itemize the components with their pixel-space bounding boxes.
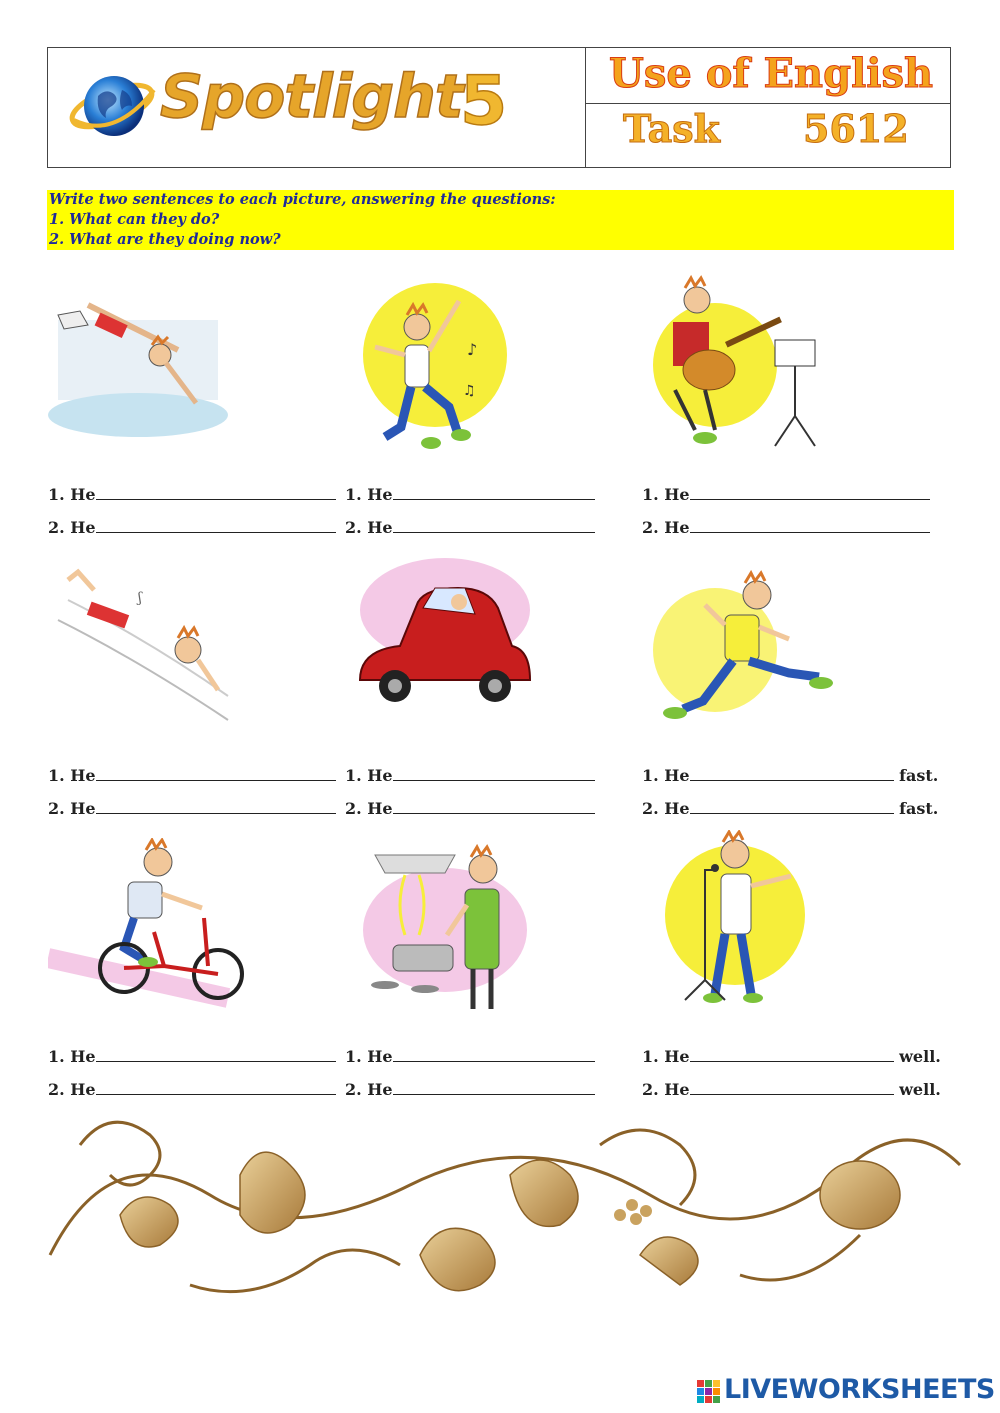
answer-prefix: 1. He bbox=[48, 766, 96, 785]
instructions-box bbox=[47, 190, 954, 250]
answer-blank[interactable] bbox=[690, 798, 894, 814]
answer-line[interactable] bbox=[345, 1046, 595, 1066]
answer-blank[interactable] bbox=[393, 484, 595, 500]
answer-line[interactable] bbox=[642, 1079, 941, 1099]
answer-line[interactable] bbox=[48, 484, 336, 504]
answer-blank[interactable] bbox=[393, 517, 595, 533]
header-divider-horizontal bbox=[585, 103, 951, 104]
cycling-illustration bbox=[48, 838, 248, 1028]
swimming-illustration bbox=[48, 560, 248, 750]
instructions-question-2: 2. What are they doing now? bbox=[49, 231, 281, 248]
answer-line[interactable] bbox=[48, 1079, 336, 1099]
answer-blank[interactable] bbox=[96, 484, 336, 500]
worksheet-header bbox=[47, 47, 951, 168]
answer-blank[interactable] bbox=[393, 1046, 595, 1062]
answer-prefix: 2. He bbox=[345, 518, 393, 537]
answer-suffix: well. bbox=[899, 1047, 941, 1066]
answer-prefix: 1. He bbox=[642, 766, 690, 785]
cooking-illustration bbox=[345, 835, 545, 1025]
answer-blank[interactable] bbox=[690, 1046, 894, 1062]
answer-prefix: 1. He bbox=[642, 485, 690, 504]
answer-suffix: fast. bbox=[899, 799, 939, 818]
answer-prefix: 2. He bbox=[642, 518, 690, 537]
singing-illustration bbox=[645, 830, 845, 1020]
answer-blank[interactable] bbox=[393, 1079, 595, 1095]
globe-icon bbox=[68, 66, 156, 146]
answer-blank[interactable] bbox=[690, 484, 930, 500]
answer-blank[interactable] bbox=[96, 1079, 336, 1095]
answer-line[interactable] bbox=[345, 1079, 595, 1099]
footer-brand[interactable]: LIVEWORKSHEETS bbox=[724, 1374, 995, 1405]
answer-blank[interactable] bbox=[690, 765, 894, 781]
diving-illustration bbox=[48, 275, 248, 465]
worksheet-title: Use of English bbox=[608, 50, 934, 97]
liveworksheets-logo-icon bbox=[697, 1380, 721, 1404]
guitar-illustration bbox=[645, 270, 845, 460]
brand-logo-number: 5 bbox=[460, 62, 508, 141]
answer-blank[interactable] bbox=[96, 1046, 336, 1062]
answer-prefix: 2. He bbox=[48, 799, 96, 818]
answer-line[interactable] bbox=[48, 1046, 336, 1066]
answer-suffix: fast. bbox=[899, 766, 939, 785]
dancing-illustration bbox=[345, 275, 545, 465]
decorative-ornament bbox=[40, 1105, 970, 1315]
answer-prefix: 1. He bbox=[642, 1047, 690, 1066]
answer-prefix: 2. He bbox=[345, 1080, 393, 1099]
answer-prefix: 2. He bbox=[345, 799, 393, 818]
answer-line[interactable] bbox=[642, 1046, 941, 1066]
answer-prefix: 1. He bbox=[48, 1047, 96, 1066]
answer-blank[interactable] bbox=[690, 517, 930, 533]
answer-prefix: 1. He bbox=[48, 485, 96, 504]
answer-prefix: 1. He bbox=[345, 1047, 393, 1066]
answer-prefix: 2. He bbox=[642, 799, 690, 818]
header-divider-vertical bbox=[585, 48, 586, 167]
answer-line[interactable] bbox=[48, 765, 336, 785]
answer-blank[interactable] bbox=[690, 1079, 894, 1095]
instructions-question-1: 1. What can they do? bbox=[49, 211, 220, 228]
running-illustration bbox=[645, 565, 845, 755]
answer-suffix: well. bbox=[899, 1080, 941, 1099]
svg-text:♫: ♫ bbox=[463, 383, 476, 399]
answer-prefix: 1. He bbox=[345, 766, 393, 785]
answer-prefix: 2. He bbox=[642, 1080, 690, 1099]
instructions-line: Write two sentences to each picture, answering the questions: bbox=[49, 191, 556, 208]
svg-text:♪: ♪ bbox=[467, 340, 478, 359]
answer-line[interactable] bbox=[48, 798, 336, 818]
answer-blank[interactable] bbox=[393, 798, 595, 814]
brand-logo-text: Spotlight bbox=[160, 62, 463, 132]
answer-prefix: 1. He bbox=[345, 485, 393, 504]
answer-line[interactable] bbox=[642, 765, 938, 785]
answer-line[interactable] bbox=[345, 798, 595, 818]
task-label: Task bbox=[623, 106, 720, 151]
answer-line[interactable] bbox=[345, 517, 595, 537]
svg-text:ʃ: ʃ bbox=[138, 590, 142, 606]
answer-prefix: 2. He bbox=[48, 518, 96, 537]
answer-blank[interactable] bbox=[393, 765, 595, 781]
answer-line[interactable] bbox=[642, 517, 930, 537]
answer-line[interactable] bbox=[48, 517, 336, 537]
answer-prefix: 2. He bbox=[48, 1080, 96, 1099]
answer-blank[interactable] bbox=[96, 517, 336, 533]
answer-blank[interactable] bbox=[96, 765, 336, 781]
answer-line[interactable] bbox=[642, 484, 930, 504]
driving-illustration bbox=[345, 550, 545, 740]
answer-line[interactable] bbox=[642, 798, 938, 818]
answer-line[interactable] bbox=[345, 484, 595, 504]
answer-blank[interactable] bbox=[96, 798, 336, 814]
task-number: 5612 bbox=[803, 106, 909, 151]
answer-line[interactable] bbox=[345, 765, 595, 785]
